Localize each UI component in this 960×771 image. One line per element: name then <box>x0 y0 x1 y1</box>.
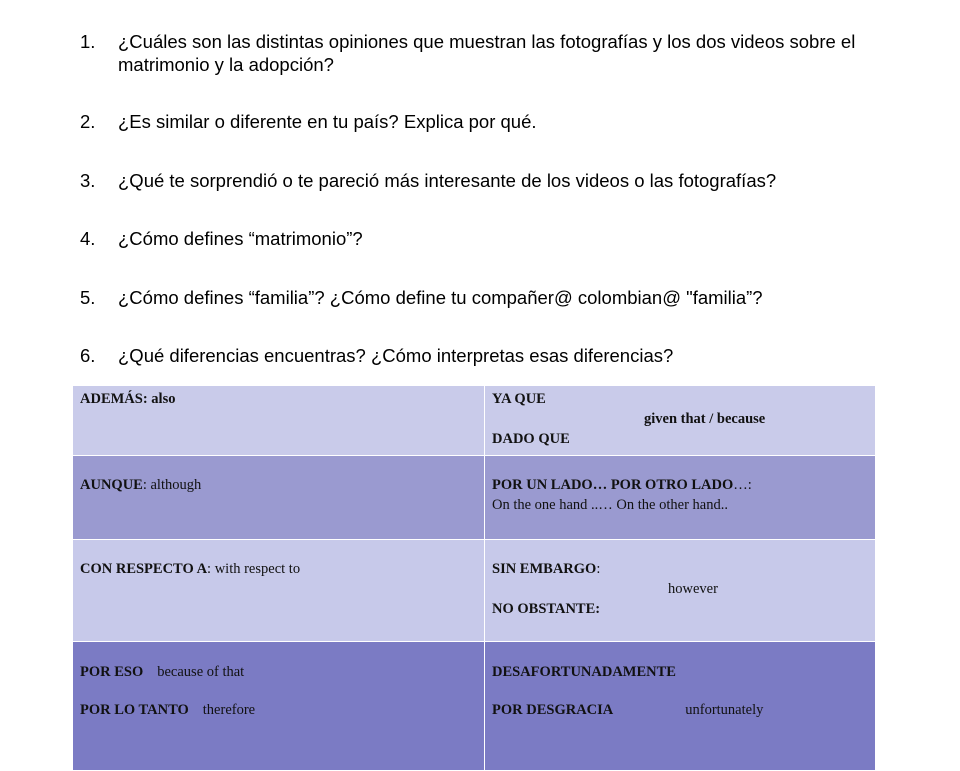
table-cell <box>73 456 485 540</box>
question-number: 3. <box>80 169 96 191</box>
connector-meaning: also <box>151 391 176 407</box>
table-row <box>73 540 876 642</box>
question-item <box>80 344 940 374</box>
question-item <box>80 169 940 228</box>
connector-term-tail: …: <box>733 477 752 493</box>
question-text: ¿Es similar o diferente en tu país? Explica por qué. <box>118 111 537 132</box>
question-text: ¿Cómo defines “matrimonio”? <box>118 228 363 249</box>
connector-meaning: : although <box>142 477 202 493</box>
connector-meaning: however <box>668 581 718 597</box>
table-cell <box>73 642 485 771</box>
table-cell <box>485 386 876 456</box>
question-item <box>80 286 940 345</box>
question-text: ¿Qué diferencias encuentras? ¿Cómo interpretas esas diferencias? <box>118 345 674 366</box>
question-number: 4. <box>80 228 96 249</box>
question-number: 5. <box>80 286 96 308</box>
question-text: ¿Qué te sorprendió o te pareció más interesante de los videos o las fotografías? <box>118 169 777 191</box>
question-item <box>80 227 940 286</box>
table-row <box>73 642 876 771</box>
table-row <box>73 456 876 540</box>
connector-meaning: On the one hand ..… On the other hand.. <box>492 497 728 513</box>
connector-meaning: given that / because <box>644 411 766 427</box>
table-cell <box>73 540 485 642</box>
table-cell <box>485 642 876 771</box>
connector-term: DESAFORTUNADAMENTE <box>492 664 676 680</box>
table-cell <box>485 540 876 642</box>
question-item <box>80 30 940 110</box>
question-number: 2. <box>80 111 96 132</box>
question-item <box>80 110 940 169</box>
table-cell <box>73 386 485 456</box>
connector-term: POR UN LADO… POR OTRO LADO <box>492 477 734 493</box>
question-number: 1. <box>80 31 96 52</box>
connector-term: POR LO TANTO <box>80 702 189 718</box>
table-cell <box>485 456 876 540</box>
connector-term: POR ESO <box>80 664 144 680</box>
connector-meaning: : with respect to <box>207 561 301 577</box>
connector-term: CON RESPECTO A <box>80 561 208 577</box>
connector-meaning: unfortunately <box>685 702 764 718</box>
question-list <box>80 30 940 374</box>
connector-term: AUNQUE <box>80 477 143 493</box>
connectors-table <box>72 385 876 771</box>
connector-term: SIN EMBARGO <box>492 561 597 577</box>
connector-colon: : <box>596 561 601 577</box>
question-number: 6. <box>80 345 96 366</box>
question-text: ¿Cuáles son las distintas opiniones que muestran las fotografías y los dos videos sobre el matrimonio y la adopción? <box>118 31 856 75</box>
connector-term: DADO QUE <box>492 431 570 447</box>
connector-term: NO OBSTANTE: <box>492 601 601 617</box>
connector-meaning: therefore <box>202 702 256 718</box>
connector-term: YA QUE <box>492 391 546 407</box>
question-text: ¿Cómo defines “familia”? ¿Cómo define tu compañer@ colombian@ "familia”? <box>118 286 763 308</box>
connector-term: POR DESGRACIA <box>492 702 614 718</box>
connector-meaning: because of that <box>157 664 245 680</box>
connector-term: ADEMÁS: <box>80 391 148 407</box>
table-row <box>73 386 876 456</box>
